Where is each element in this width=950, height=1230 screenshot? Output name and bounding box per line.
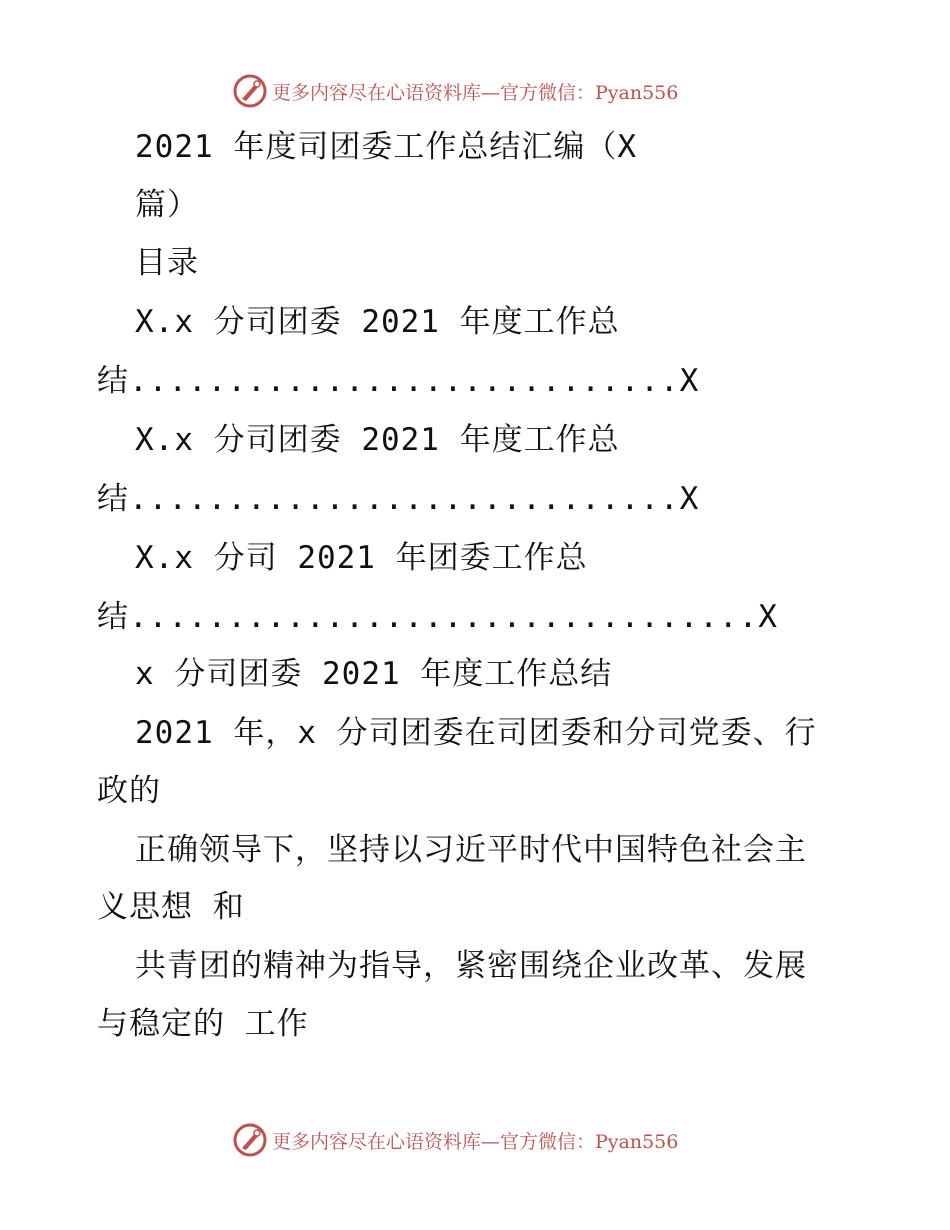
section-title: x 分司团委 2021 年度工作总结 bbox=[135, 656, 613, 692]
toc-entry-3-title: X.x 分司 2021 年团委工作总 bbox=[135, 540, 588, 576]
watermark-text: 更多内容尽在心语资料库—官方微信：Pyan556 bbox=[272, 1130, 679, 1153]
document-title: 2021 年度司团委工作总结汇编（X bbox=[135, 129, 637, 165]
pen-seal-icon bbox=[232, 73, 268, 109]
toc-entry-3-leader: 结................................X bbox=[97, 599, 778, 635]
toc-entry-1-leader: 结............................X bbox=[97, 363, 700, 399]
body-paragraph-line: 正确领导下，坚持以习近平时代中国特色社会主 bbox=[135, 832, 807, 868]
body-paragraph-line: 共青团的精神为指导，紧密围绕企业改革、发展 bbox=[135, 948, 807, 984]
body-paragraph-line: 2021 年，x 分司团委在司团委和分司党委、行 bbox=[135, 715, 817, 751]
watermark-footer bbox=[232, 1121, 678, 1159]
toc-entry-1-title: X.x 分司团委 2021 年度工作总 bbox=[135, 304, 620, 340]
document-title-continued: 篇） bbox=[135, 187, 199, 223]
pen-seal-icon bbox=[232, 1122, 268, 1158]
body-paragraph-line: 政的 bbox=[97, 773, 161, 809]
toc-entry-2-title: X.x 分司团委 2021 年度工作总 bbox=[135, 422, 620, 458]
watermark-text: 更多内容尽在心语资料库—官方微信：Pyan556 bbox=[272, 81, 679, 104]
watermark-header bbox=[232, 72, 678, 110]
body-paragraph-line: 与稳定的 工作 bbox=[97, 1006, 309, 1042]
body-paragraph-line: 义思想 和 bbox=[97, 889, 245, 925]
toc-entry-2-leader: 结............................X bbox=[97, 481, 700, 517]
toc-heading: 目录 bbox=[135, 245, 199, 281]
